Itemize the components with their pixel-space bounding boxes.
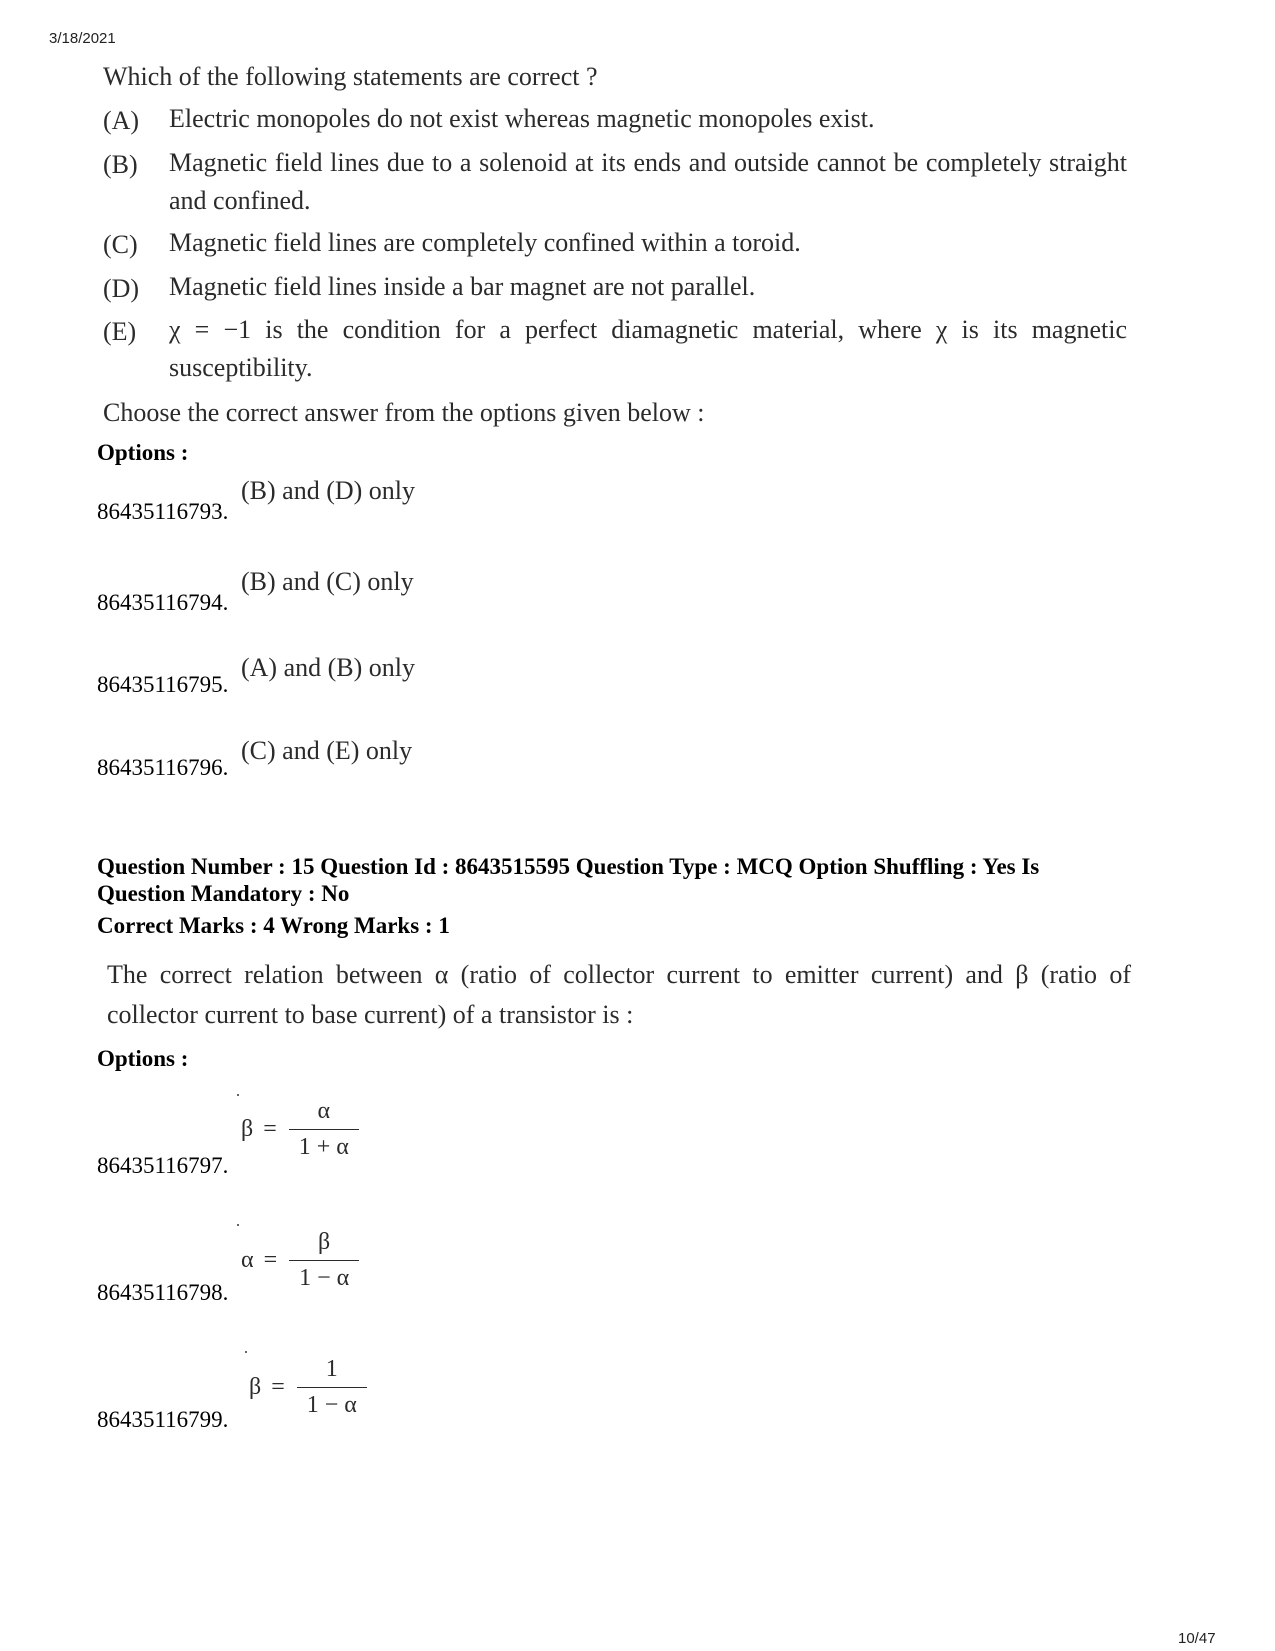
print-date: 3/18/2021: [49, 30, 116, 47]
formula-lhs: β: [241, 1116, 254, 1142]
statement-text: χ = −1 is the condition for a perfect diamagnetic material, where χ is its magnetic susceptibility.: [169, 315, 1127, 382]
option-formula[interactable]: [249, 1356, 367, 1419]
option-id: 86435116799.: [97, 1407, 229, 1432]
option-text[interactable]: (C) and (E) only: [241, 736, 413, 765]
fraction: [289, 1229, 359, 1292]
fraction-numerator: α: [289, 1098, 359, 1130]
options-label: Options :: [97, 440, 189, 465]
scan-dot: [237, 1224, 239, 1226]
option-text[interactable]: (A) and (B) only: [241, 653, 416, 682]
statement-letter: (D): [103, 274, 140, 303]
fraction-numerator: β: [289, 1229, 359, 1261]
option-id: 86435116794.: [97, 590, 229, 615]
fraction-denominator: 1 + α: [298, 1134, 349, 1160]
formula-equals: =: [263, 1116, 277, 1142]
fraction-denominator: 1 − α: [306, 1392, 357, 1418]
option-id: 86435116793.: [97, 499, 229, 524]
statement-letter: (A): [103, 106, 140, 135]
statement-letter: (E): [103, 317, 137, 346]
fraction-numerator: 1: [297, 1356, 367, 1388]
formula-lhs: α: [241, 1247, 254, 1273]
formula-equals: =: [271, 1374, 285, 1400]
options-label: Options :: [97, 1046, 189, 1071]
formula-equals: =: [263, 1247, 278, 1273]
question-meta-line1: Question Number : 15 Question Id : 8643515595 Question Type : MCQ Option Shuffling : Yes Is: [97, 854, 1040, 879]
question-stem: The correct relation between α (ratio of collector current to emitter current) and β (ratio of collector current to base current) of a transistor is :: [107, 960, 1131, 1029]
fraction: [289, 1098, 359, 1161]
statement-text: Electric monopoles do not exist whereas magnetic monopoles exist.: [169, 104, 875, 133]
option-id: 86435116798.: [97, 1280, 229, 1305]
statement-text: Magnetic field lines inside a bar magnet are not parallel.: [169, 272, 756, 301]
scan-dot: [237, 1094, 239, 1096]
statement-letter: (B): [103, 150, 138, 179]
page-number: 10/47: [1178, 1630, 1216, 1647]
formula-lhs: β: [249, 1374, 262, 1400]
option-formula[interactable]: [241, 1098, 359, 1161]
option-formula[interactable]: [241, 1229, 359, 1292]
scan-dot: [245, 1351, 247, 1353]
question-meta-line2: Question Mandatory : No: [97, 881, 350, 906]
option-id: 86435116795.: [97, 672, 229, 697]
answer-instruction: Choose the correct answer from the options given below :: [103, 398, 705, 427]
option-text[interactable]: (B) and (D) only: [241, 476, 416, 505]
statement-letter: (C): [103, 230, 138, 259]
option-id: 86435116796.: [97, 755, 229, 780]
statement-text: Magnetic field lines are completely confined within a toroid.: [169, 228, 801, 257]
option-text[interactable]: (B) and (C) only: [241, 567, 414, 596]
question-stem: Which of the following statements are correct ?: [103, 62, 598, 91]
statement-text: Magnetic field lines due to a solenoid at its ends and outside cannot be completely straight and confined.: [169, 148, 1127, 215]
fraction-denominator: 1 − α: [299, 1265, 350, 1291]
fraction: [297, 1356, 367, 1419]
question-marks: Correct Marks : 4 Wrong Marks : 1: [97, 913, 450, 938]
option-id: 86435116797.: [97, 1153, 229, 1178]
